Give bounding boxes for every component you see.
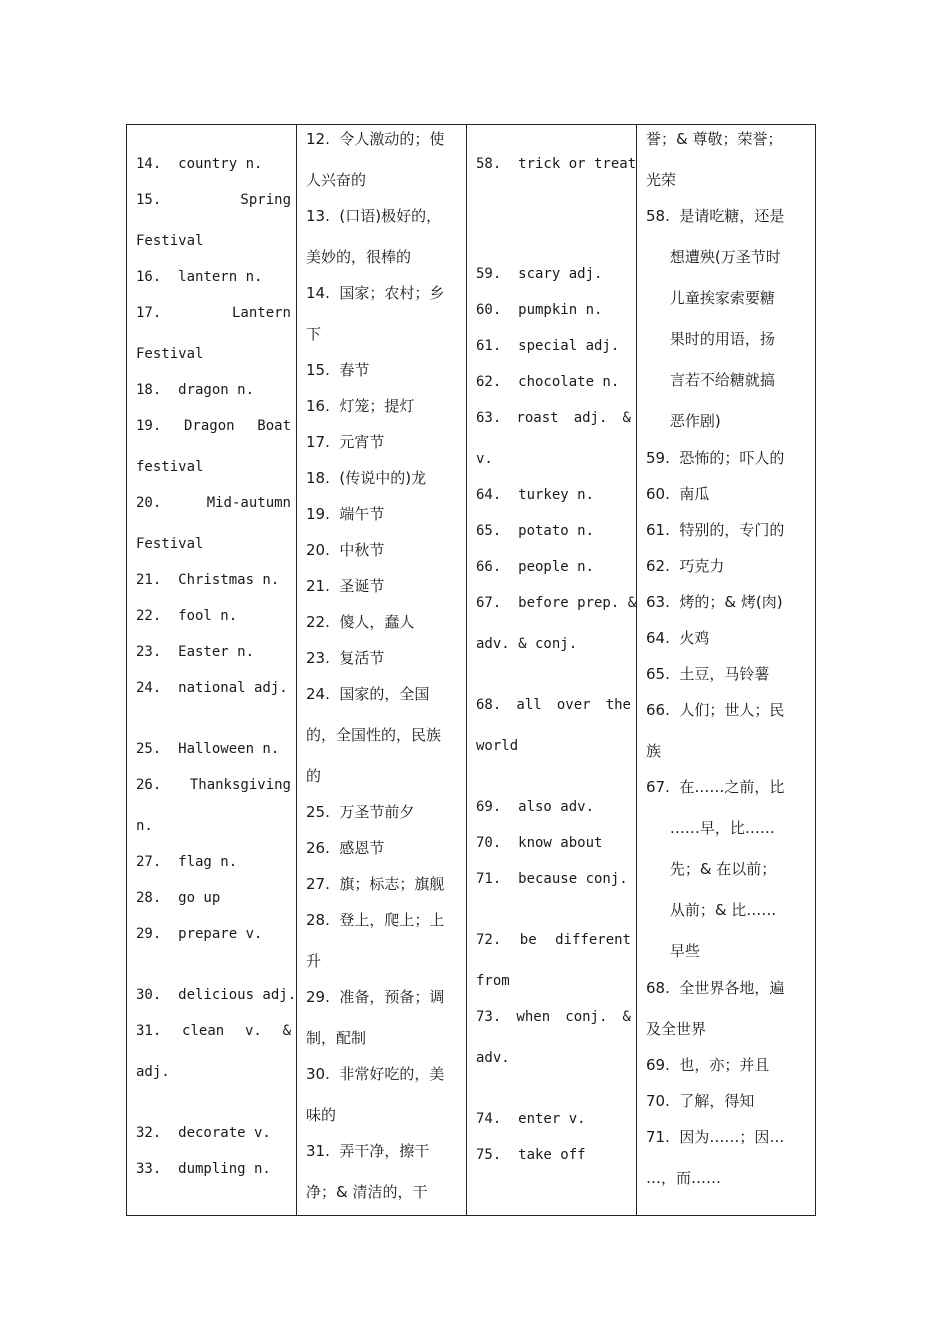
table-line: 60. pumpkin n. (476, 302, 603, 318)
table-line: 29. prepare v. (136, 926, 263, 942)
table-line: 64. 火鸡 (646, 629, 710, 647)
table-line-part: Dragon (184, 418, 235, 434)
table-line-part: Thanksgiving (189, 777, 291, 793)
table-line-part: clean (182, 1023, 225, 1039)
table-line: 美妙的，很棒的 (306, 248, 412, 266)
table-line (136, 1021, 291, 1041)
column-english-1 (127, 125, 297, 1215)
table-line-part: 15. (136, 192, 162, 208)
table-line: 58. 是请吃糖，还是 (646, 207, 785, 225)
table-line-part: 26. (136, 777, 162, 793)
table-line: world (476, 738, 519, 754)
table-line (476, 1007, 631, 1027)
table-line (136, 303, 291, 323)
table-line: 19. 端午节 (306, 505, 385, 523)
table-line-part: & (622, 1009, 631, 1025)
table-line: 净；& 清洁的，干 (306, 1183, 428, 1201)
table-line: 16. 灯笼；提灯 (306, 397, 415, 415)
table-line-part: roast (516, 410, 559, 426)
table-line: ……早，比…… (646, 819, 775, 837)
table-line: 26. 感恩节 (306, 839, 385, 857)
table-line-part: 73. (476, 1009, 502, 1025)
table-line: 13. (口语)极好的， (306, 207, 442, 225)
table-line: 61. special adj. (476, 338, 620, 354)
table-line: 人兴奋的 (306, 171, 367, 189)
table-line: 从前；& 比…… (646, 901, 777, 919)
table-line: 31. 弄干净，擦干 (306, 1142, 430, 1160)
table-line: 18. dragon n. (136, 382, 255, 398)
table-line: Festival (136, 536, 204, 552)
table-line: 的 (306, 767, 322, 785)
table-line: 恶作剧) (646, 412, 721, 430)
table-line: 58. trick or treat (476, 156, 637, 172)
table-line-part: 17. (136, 305, 162, 321)
table-line: 20. 中秋节 (306, 541, 385, 559)
table-line-part: over (556, 697, 591, 713)
table-line (476, 408, 631, 428)
table-line: 18. (传说中的)龙 (306, 469, 427, 487)
table-line: 70. know about (476, 835, 603, 851)
table-line: 64. turkey n. (476, 487, 595, 503)
table-line-part: Mid-autumn (206, 495, 291, 511)
table-line: 30. 非常好吃的，美 (306, 1065, 445, 1083)
table-line: 28. go up (136, 890, 221, 906)
table-line: 及全世界 (646, 1020, 707, 1038)
table-line-part: 63. (476, 410, 502, 426)
table-line: from (476, 973, 510, 989)
table-line: 17. 元宵节 (306, 433, 385, 451)
table-line: 62. chocolate n. (476, 374, 620, 390)
table-line: 27. 旗；标志；旗舰 (306, 875, 445, 893)
table-line-part: & (282, 1023, 291, 1039)
table-line-part: 31. (136, 1023, 162, 1039)
table-line-part: Lantern (231, 305, 291, 321)
table-line: 30. delicious adj. (136, 987, 297, 1003)
table-line: 59. scary adj. (476, 266, 603, 282)
table-line: 66. 人们；世人；民 (646, 701, 785, 719)
table-line: 25. 万圣节前夕 (306, 803, 415, 821)
table-line-part: 19. (136, 418, 162, 434)
table-line: adj. (136, 1064, 170, 1080)
table-line-part: adj. (573, 410, 608, 426)
table-line: 69. also adv. (476, 799, 595, 815)
table-line (476, 930, 631, 950)
table-line: 62. 巧克力 (646, 557, 725, 575)
table-line (136, 416, 291, 436)
table-line: 12. 令人激动的；使 (306, 130, 445, 148)
table-line-part: when (516, 1009, 551, 1025)
table-line: 制，配制 (306, 1029, 367, 1047)
column-english-2 (467, 125, 637, 1215)
table-line: 想遭殃(万圣节时 (646, 248, 781, 266)
table-line: 70. 了解，得知 (646, 1092, 755, 1110)
table-line: 71. 因为……；因… (646, 1128, 785, 1146)
table-line: 23. Easter n. (136, 644, 255, 660)
table-line: 14. country n. (136, 156, 263, 172)
table-line: 69. 也，亦；并且 (646, 1056, 770, 1074)
table-line: 21. 圣诞节 (306, 577, 385, 595)
table-line: 24. national adj. (136, 680, 288, 696)
table-line-part: 68. (476, 697, 502, 713)
table-line (476, 695, 631, 715)
table-line: 23. 复活节 (306, 649, 385, 667)
table-line: 28. 登上，爬上；上 (306, 911, 445, 929)
table-line (136, 775, 291, 795)
table-line-part: be (519, 932, 537, 948)
column-chinese-2 (637, 125, 815, 1215)
table-line-part: v. (244, 1023, 262, 1039)
table-line: 67. 在……之前，比 (646, 778, 785, 796)
table-line: 儿童挨家索要糖 (646, 289, 775, 307)
table-line: 29. 准备，预备；调 (306, 988, 445, 1006)
table-line: 71. because conj. (476, 871, 628, 887)
table-line-part: different (555, 932, 631, 948)
table-line: 60. 南瓜 (646, 485, 710, 503)
table-line: 74. enter v. (476, 1111, 586, 1127)
table-line: 63. 烤的；& 烤(肉) (646, 593, 783, 611)
table-line: 果时的用语，扬 (646, 330, 775, 348)
table-line: 15. 春节 (306, 361, 370, 379)
table-line: 59. 恐怖的；吓人的 (646, 449, 785, 467)
table-line: 22. fool n. (136, 608, 238, 624)
table-line-part: 72. (476, 932, 502, 948)
vocabulary-table (126, 124, 816, 1216)
table-line (136, 190, 291, 210)
table-line: 早些 (646, 942, 700, 960)
table-line: v. (476, 451, 493, 467)
table-line: 67. before prep. & (476, 595, 637, 611)
table-line: 24. 国家的，全国 (306, 685, 430, 703)
table-line: Festival (136, 346, 204, 362)
table-line: 65. potato n. (476, 523, 595, 539)
table-line: 先；& 在以前； (646, 860, 777, 878)
table-line: 16. lantern n. (136, 269, 263, 285)
table-line: adv. & conj. (476, 636, 578, 652)
table-line-part: & (622, 410, 631, 426)
table-line: Festival (136, 233, 204, 249)
column-chinese-1 (297, 125, 467, 1215)
table-line: n. (136, 818, 153, 834)
table-line: 25. Halloween n. (136, 741, 280, 757)
table-line: 22. 傻人，蠢人 (306, 613, 415, 631)
table-line: 14. 国家；农村；乡 (306, 284, 445, 302)
table-line-part: the (605, 697, 631, 713)
table-line: 61. 特别的，专门的 (646, 521, 785, 539)
table-line: 光荣 (646, 171, 677, 189)
table-line: 升 (306, 952, 322, 970)
table-line: 21. Christmas n. (136, 572, 280, 588)
table-line: 下 (306, 325, 322, 343)
table-line: 誉；& 尊敬；荣誉； (646, 130, 783, 148)
table-line: 言若不给糖就搞 (646, 371, 775, 389)
table-line: 66. people n. (476, 559, 595, 575)
table-line: 68. 全世界各地，遍 (646, 979, 785, 997)
table-line: 33. dumpling n. (136, 1161, 271, 1177)
table-line: 的，全国性的，民族 (306, 726, 442, 744)
table-line: 32. decorate v. (136, 1125, 271, 1141)
table-line: …，而…… (646, 1169, 722, 1187)
table-line-part: Boat (257, 418, 291, 434)
table-line: 族 (646, 742, 662, 760)
table-line: adv. (476, 1050, 510, 1066)
table-line: 75. take off (476, 1147, 586, 1163)
table-line: 65. 土豆，马铃薯 (646, 665, 770, 683)
table-line-part: 20. (136, 495, 162, 511)
table-line-part: all (516, 697, 542, 713)
table-line-part: conj. (565, 1009, 608, 1025)
table-line: 味的 (306, 1106, 337, 1124)
table-line-part: Spring (240, 192, 291, 208)
table-line (136, 493, 291, 513)
table-line: 27. flag n. (136, 854, 238, 870)
table-line: festival (136, 459, 204, 475)
